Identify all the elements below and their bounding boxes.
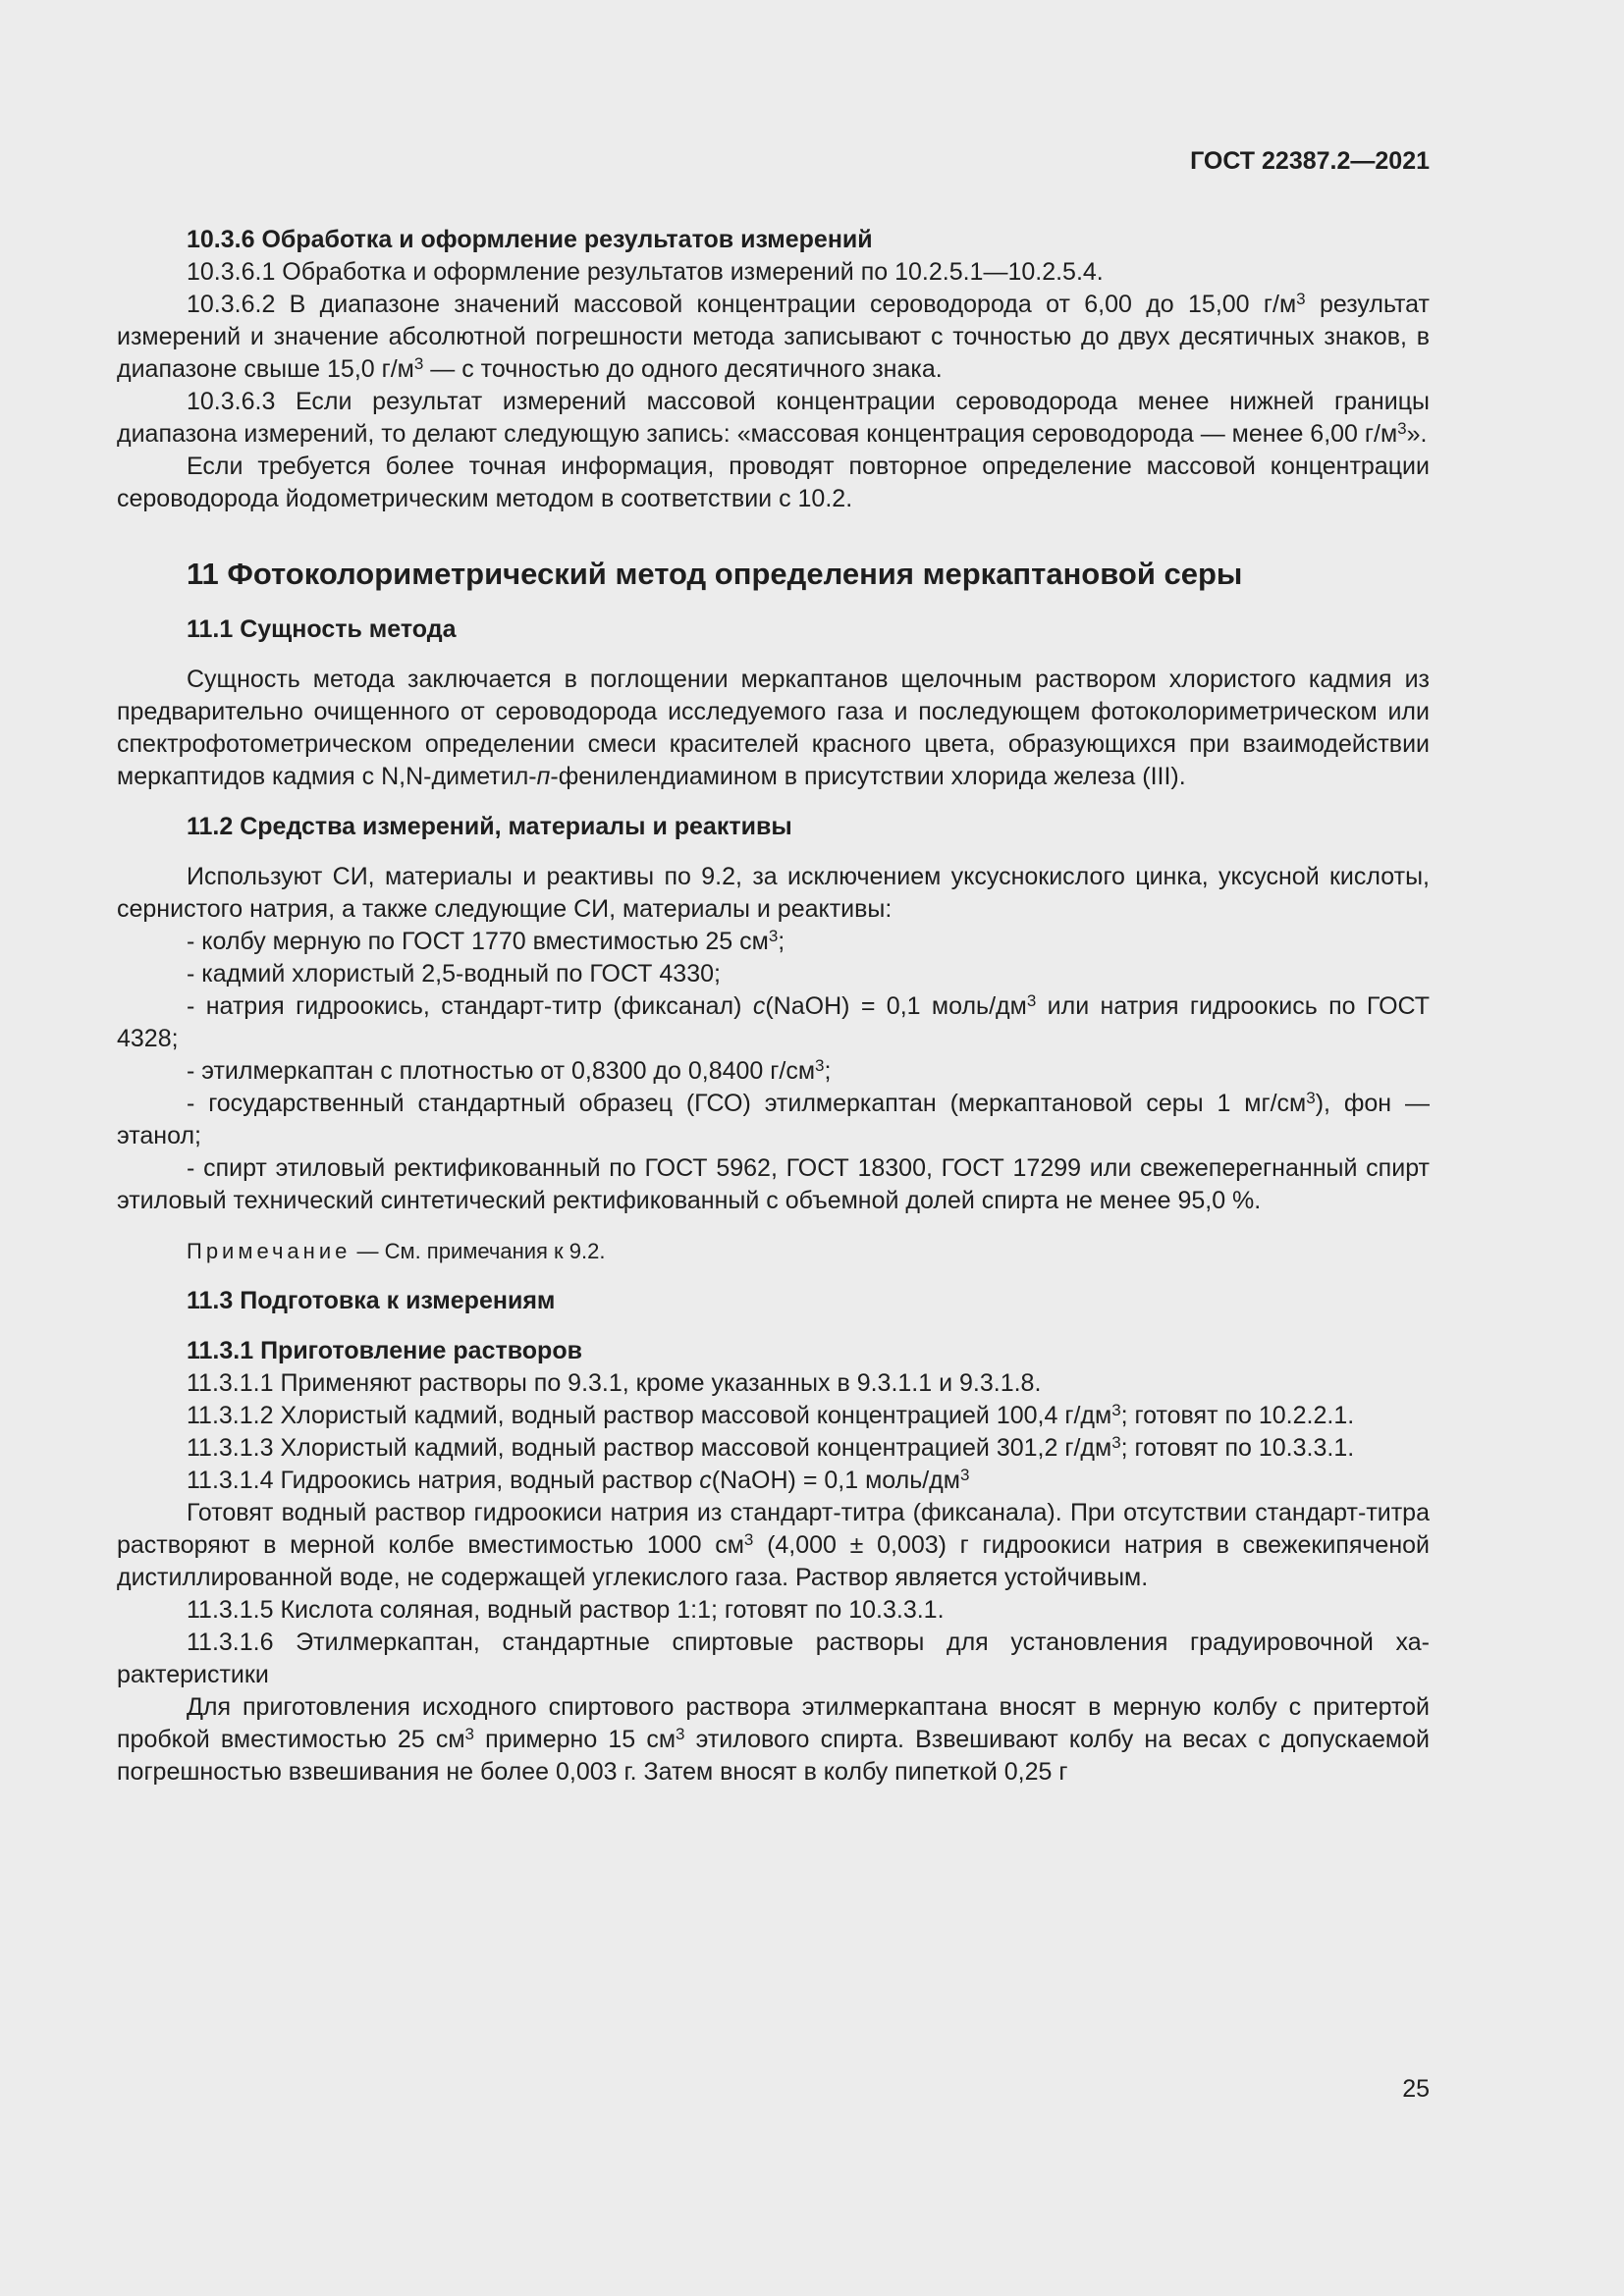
- text-span: -фенилендиамином в присутствии хлорида железа (III).: [550, 763, 1186, 790]
- superscript: 3: [768, 927, 779, 945]
- text-span: 11.3.1.3 Хлористый кадмий, водный раствор массовой концентрацией 301,2 г/дм: [187, 1434, 1112, 1462]
- superscript: 3: [1397, 419, 1407, 438]
- superscript: 3: [1111, 1401, 1121, 1419]
- text-span: (NaOH) = 0,1 моль/дм: [765, 992, 1027, 1020]
- paragraph-11-3-1-4: [117, 1465, 1430, 1497]
- text-span: ;: [824, 1057, 832, 1085]
- text-span: - этилмеркаптан с плотностью от 0,8300 до 0,8400 г/см: [187, 1057, 816, 1085]
- superscript: 3: [743, 1530, 754, 1549]
- text-span: (NaOH) = 0,1 моль/дм: [711, 1467, 960, 1494]
- paragraph-11-3-1-1: 11.3.1.1 Применяют растворы по 9.3.1, кроме указанных в 9.3.1.1 и 9.3.1.8.: [187, 1369, 1042, 1397]
- text-span: - колбу мерную по ГОСТ 1770 вместимостью 25 см: [187, 928, 769, 955]
- text-span: - государственный стандартный образец (ГСО) этилмеркаптан (меркаптановой серы 1 мг/см: [187, 1090, 1307, 1117]
- heading-11-3: 11.3 Подготовка к измерениям: [187, 1287, 556, 1314]
- text-span: ».: [1406, 420, 1428, 448]
- list-item: [117, 1088, 1430, 1152]
- paragraph-ethylmercaptan-prep: [117, 1691, 1430, 1789]
- heading-11-1: 11.1 Сущность метода: [187, 615, 457, 643]
- text-span: — с точностью до одного десятичного знака.: [423, 355, 943, 383]
- paragraph-11-3-1-6: 11.3.1.6 Этилмеркаптан, стандартные спиртовые растворы для установления градуировочной характеристики: [117, 1629, 1430, 1688]
- italic-text: c: [699, 1467, 712, 1494]
- superscript: 3: [1296, 290, 1306, 308]
- paragraph-10-3-6-3: [117, 386, 1430, 451]
- superscript: 3: [815, 1056, 825, 1075]
- superscript: 3: [1026, 991, 1037, 1010]
- list-item: [117, 926, 1430, 958]
- paragraph-11-3-1-2: [117, 1400, 1430, 1432]
- superscript: 3: [464, 1725, 474, 1743]
- superscript: 3: [1306, 1089, 1316, 1107]
- text-span: ), фон — этанол;: [117, 1090, 1430, 1149]
- standard-header: ГОСТ 22387.2—2021: [1190, 147, 1430, 175]
- text-span: Для приготовления исходного спиртового раствора этилмеркаптана вносят в мерную колбу с притертой пробкой вместимостью 25 см: [117, 1693, 1430, 1753]
- italic-text: c: [752, 992, 766, 1020]
- text-span: или натрия гидроокись по ГОСТ 4328;: [117, 992, 1431, 1052]
- text-span: (4,000 ± 0,003) г гидроокиси натрия в свежекипяченой дистиллированной воде, не содержащей углекислого газа. Раствор является устойчивым.: [117, 1531, 1430, 1591]
- heading-11-2: 11.2 Средства измерений, материалы и реактивы: [187, 813, 792, 840]
- text-span: примерно 15 см: [473, 1726, 677, 1753]
- text-span: этилового спирта. Взвешивают колбу на весах с допускаемой погрешностью взвешивания не более 0,003 г. Затем вносят в колбу пипеткой 0,25 г: [117, 1726, 1430, 1786]
- page-number: 25: [1402, 2075, 1430, 2103]
- text-span: ; готовят по 10.2.2.1.: [1120, 1402, 1355, 1429]
- superscript: 3: [1111, 1433, 1121, 1452]
- paragraph-11-3-1-5: 11.3.1.5 Кислота соляная, водный раствор 1:1; готовят по 10.3.3.1.: [187, 1596, 945, 1624]
- list-item: - спирт этиловый ректификованный по ГОСТ 5962, ГОСТ 18300, ГОСТ 17299 или свежеперегнанный спирт этиловый технический синтетический ректификованный с объемной долей спирта не менее 95,0 %.: [117, 1154, 1430, 1214]
- text-span: ; готовят по 10.3.3.1.: [1120, 1434, 1355, 1462]
- list-item: [117, 1055, 1430, 1088]
- note-label: Примечание: [187, 1239, 352, 1263]
- paragraph-11-1: [117, 664, 1430, 793]
- note: [117, 1235, 1430, 1267]
- paragraph-11-2: Используют СИ, материалы и реактивы по 9.2, за исключением уксуснокислого цинка, уксусной кислоты, сернистого натрия, а также следующие СИ, материалы и реактивы:: [117, 863, 1430, 923]
- paragraph-11-3-1-3: [117, 1432, 1430, 1465]
- note-text: — См. примечания к 9.2.: [351, 1239, 606, 1263]
- superscript: 3: [959, 1466, 970, 1484]
- text-span: ;: [778, 928, 785, 955]
- text-span: 11.3.1.2 Хлористый кадмий, водный раствор массовой концентрацией 100,4 г/дм: [187, 1402, 1112, 1429]
- heading-11-3-1: 11.3.1 Приготовление растворов: [187, 1337, 582, 1364]
- list-item: [117, 990, 1430, 1055]
- text-span: 11.3.1.4 Гидроокись натрия, водный раствор: [187, 1467, 700, 1494]
- list-item: - кадмий хлористый 2,5-водный по ГОСТ 4330;: [187, 960, 721, 988]
- text-span: - натрия гидроокись, стандарт-титр (фиксанал): [187, 992, 753, 1020]
- paragraph-10-3-6-2: [117, 289, 1430, 386]
- text-span: 10.3.6.2 В диапазоне значений массовой концентрации сероводорода от 6,00 до 15,00 г/м: [187, 291, 1297, 318]
- superscript: 3: [413, 354, 424, 373]
- text-span: Готовят водный раствор гидроокиси натрия из стандарт-титра (фиксанала). При отсутствии стандарт-титра растворяют в мерной колбе вместимостью 1000 см: [117, 1499, 1430, 1559]
- text-span: 10.3.6.3 Если результат измерений массовой концентрации сероводорода менее нижней границы диапазона измерений, то делают следующую запись: «массовая концентрация сероводорода — менее 6,00 г/м: [117, 388, 1430, 448]
- paragraph-additional-info: Если требуется более точная информация, проводят повторное определение массовой концентрации сероводорода йодометрическим методом в соответствии с 10.2.: [117, 453, 1430, 512]
- paragraph-naoh-prep: [117, 1497, 1430, 1594]
- page-content: [117, 224, 1430, 1789]
- text-span: Сущность метода заключается в поглощении меркаптанов щелочным раствором хлористого кадмия из предварительно очищенного от сероводорода исследуемого газа и последующем фотоколориметрическом или спектрофотометрическом определении смеси красителей красного цвета, образующихся при взаимодействии меркаптидов кадмия с N,N-диметил-: [117, 666, 1430, 790]
- italic-text: п: [536, 763, 551, 790]
- paragraph-10-3-6-1: 10.3.6.1 Обработка и оформление результатов измерений по 10.2.5.1—10.2.5.4.: [187, 258, 1104, 286]
- section-11-title: 11 Фотоколориметрический метод определения меркаптановой серы: [187, 557, 1243, 591]
- text-span: результат измерений и значение абсолютной погрешности метода записывают с точностью до двух десятичных знаков, в диапазоне свыше 15,0 г/м: [117, 291, 1430, 383]
- superscript: 3: [676, 1725, 685, 1743]
- heading-10-3-6: 10.3.6 Обработка и оформление результатов измерений: [187, 226, 873, 253]
